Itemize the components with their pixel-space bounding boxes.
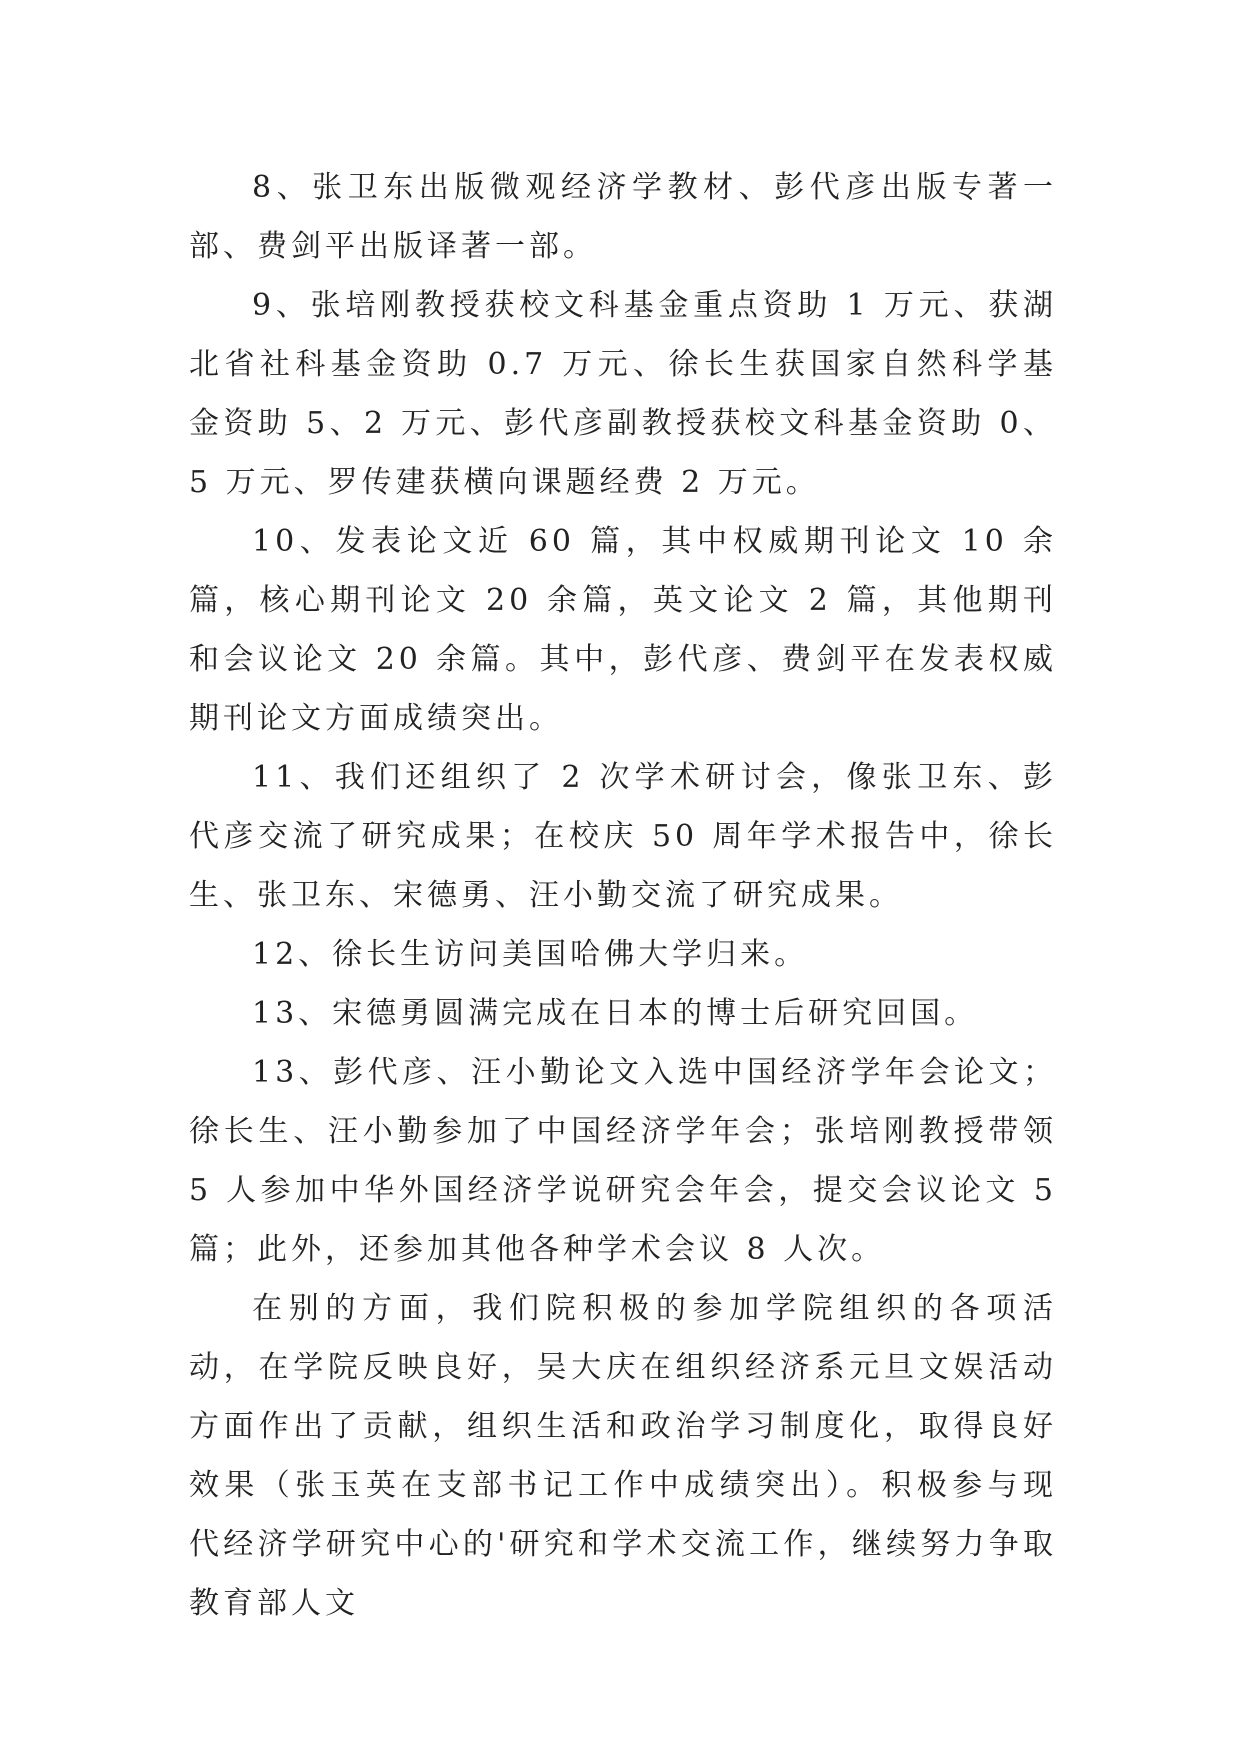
paragraph-item-12: 12、徐长生访问美国哈佛大学归来。 bbox=[252, 937, 809, 972]
paragraph-item-8: 8、张卫东出版微观经济学教材、彭代彦出版专著一部、费剑平出版译著一部。 bbox=[189, 170, 1057, 264]
paragraph-item-10: 10、发表论文近 60 篇，其中权威期刊论文 10 余篇，核心期刊论文 20 余篇，英文论文 2 篇，其他期刊和会议论文 20 余篇。其中，彭代彦、费剑平在发表权威期刊论文方面成绩突出。 bbox=[189, 524, 1057, 736]
paragraph-other-aspects: 在别的方面，我们院积极的参加学院组织的各项活动，在学院反映良好，吴大庆在组织经济系元旦文娱活动方面作出了贡献，组织生活和政治学习制度化，取得良好效果（张玉英在支部书记工作中成绩突出）。积极参与现代经济学研究中心的'研究和学术交流工作，继续努力争取教育部人文 bbox=[189, 1291, 1057, 1621]
document-body bbox=[189, 158, 1057, 1633]
paragraph-item-11: 11、我们还组织了 2 次学术研讨会，像张卫东、彭代彦交流了研究成果；在校庆 50 周年学术报告中，徐长生、张卫东、宋德勇、汪小勤交流了研究成果。 bbox=[189, 760, 1057, 913]
paragraph-item-13a: 13、宋德勇圆满完成在日本的博士后研究回国。 bbox=[252, 996, 979, 1031]
paragraph-item-13b: 13、彭代彦、汪小勤论文入选中国经济学年会论文；徐长生、汪小勤参加了中国经济学年会；张培刚教授带领 5 人参加中华外国经济学说研究会年会，提交会议论文 5 篇；此外，还参加其他各种学术会议 8 人次。 bbox=[189, 1055, 1057, 1267]
paragraph-item-9: 9、张培刚教授获校文科基金重点资助 1 万元、获湖北省社科基金资助 0.7 万元、徐长生获国家自然科学基金资助 5、2 万元、彭代彦副教授获校文科基金资助 0、5 万元、罗传建获横向课题经费 2 万元。 bbox=[189, 288, 1057, 500]
